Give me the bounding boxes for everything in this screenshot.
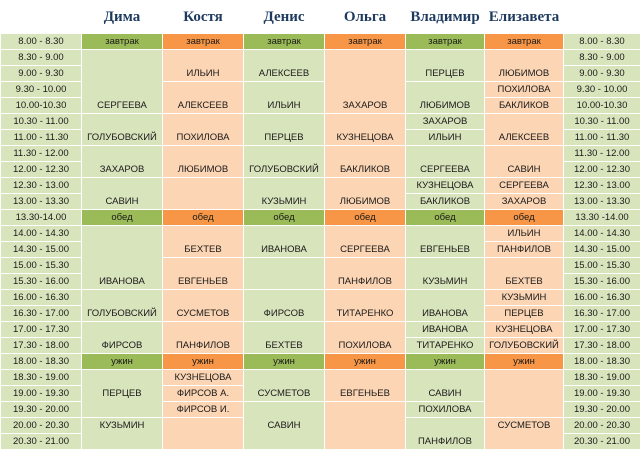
session-cell: АЛЕКСЕЕВ — [244, 50, 325, 82]
dinner-cell: ужин — [82, 354, 163, 370]
time-cell: 12.00 - 12.30 — [1, 162, 82, 178]
session-cell: ПЕРЦЕВ — [244, 114, 325, 146]
session-cell: ПЕРЦЕВ — [82, 370, 163, 418]
time-cell-right: 17.00 - 17.30 — [564, 322, 640, 338]
time-cell-right: 9.30 - 10.00 — [564, 82, 640, 98]
breakfast-cell: завтрак — [82, 34, 163, 50]
session-cell: ИЛЬИН — [485, 226, 564, 242]
time-row — [1, 290, 640, 306]
session-cell: СУСМЕТОВ — [163, 290, 244, 322]
session-cell: ТИТАРЕНКО — [325, 290, 406, 322]
time-row — [1, 322, 640, 338]
session-cell: БАКЛИКОВ — [325, 146, 406, 178]
session-cell: ИВАНОВА — [82, 226, 163, 290]
time-cell: 18.00 - 18.30 — [1, 354, 82, 370]
session-cell: КУЗЬМИН — [244, 178, 325, 210]
session-cell: ПОХИЛОВА — [406, 402, 485, 418]
time-cell-right: 16.00 - 16.30 — [564, 290, 640, 306]
time-row — [1, 354, 640, 370]
session-cell: ПАНФИЛОВ — [406, 418, 485, 450]
header-row — [1, 1, 640, 34]
column-header-vladimir: Владимир — [406, 1, 485, 34]
time-cell-right: 8.00 - 8.30 — [564, 34, 640, 50]
time-row — [1, 210, 640, 226]
time-cell-right: 16.30 - 17.00 — [564, 306, 640, 322]
dinner-cell: ужин — [244, 354, 325, 370]
time-cell-right: 17.30 - 18.00 — [564, 338, 640, 354]
session-cell: АЛЕКСЕЕВ — [163, 82, 244, 114]
session-cell: БАКЛИКОВ — [485, 98, 564, 114]
dinner-cell: ужин — [163, 354, 244, 370]
session-cell: СУСМЕТОВ — [244, 370, 325, 402]
time-cell: 20.00 - 20.30 — [1, 418, 82, 434]
time-cell: 11.00 - 11.30 — [1, 130, 82, 146]
time-cell: 10.00-10.30 — [1, 98, 82, 114]
lunch-cell: обед — [485, 210, 564, 226]
time-cell: 14.00 - 14.30 — [1, 226, 82, 242]
corner-cell-right — [564, 1, 640, 34]
session-cell: ИВАНОВА — [244, 226, 325, 258]
session-cell: ФИРСОВ А. — [163, 386, 244, 402]
session-cell: ГОЛУБОВСКИЙ — [485, 338, 564, 354]
lunch-cell: обед — [244, 210, 325, 226]
dinner-cell: ужин — [485, 354, 564, 370]
session-cell: БЕХТЕВ — [163, 226, 244, 258]
session-cell — [163, 418, 244, 450]
time-cell-right: 15.30 - 16.00 — [564, 274, 640, 290]
time-cell: 13.30-14.00 — [1, 210, 82, 226]
session-cell: ПАНФИЛОВ — [325, 258, 406, 290]
time-cell: 11.30 - 12.00 — [1, 146, 82, 162]
lunch-cell: обед — [82, 210, 163, 226]
session-cell: ЕВГЕНЬЕВ — [406, 226, 485, 258]
time-cell: 12.30 - 13.00 — [1, 178, 82, 194]
session-cell: ЗАХАРОВ — [325, 50, 406, 114]
session-cell: САВИН — [82, 178, 163, 210]
session-cell: ЕВГЕНЬЕВ — [325, 370, 406, 402]
column-header-elizaveta: Елизавета — [485, 1, 564, 34]
lunch-cell: обед — [406, 210, 485, 226]
session-cell: ИЛЬИН — [406, 130, 485, 146]
session-cell: ИЛЬИН — [163, 50, 244, 82]
session-cell: ЗАХАРОВ — [485, 194, 564, 210]
time-cell-right: 18.00 - 18.30 — [564, 354, 640, 370]
time-row — [1, 50, 640, 66]
time-cell: 9.00 - 9.30 — [1, 66, 82, 82]
session-cell: ЛЮБИМОВ — [406, 82, 485, 114]
session-cell: ФИРСОВ — [82, 322, 163, 354]
time-cell-right: 12.00 - 12.30 — [564, 162, 640, 178]
session-cell: ГОЛУБОВСКИЙ — [244, 146, 325, 178]
column-header-olga: Ольга — [325, 1, 406, 34]
time-cell: 16.00 - 16.30 — [1, 290, 82, 306]
breakfast-cell: завтрак — [406, 34, 485, 50]
session-cell: КУЗНЕЦОВА — [485, 322, 564, 338]
session-cell: ПОХИЛОВА — [325, 322, 406, 354]
session-cell: САВИН — [406, 370, 485, 402]
time-row — [1, 370, 640, 386]
session-cell: СЕРГЕЕВА — [325, 226, 406, 258]
time-cell: 8.00 - 8.30 — [1, 34, 82, 50]
time-cell-right: 13.00 - 13.30 — [564, 194, 640, 210]
session-cell: СУСМЕТОВ — [485, 418, 564, 450]
session-cell: ПАНФИЛОВ — [163, 322, 244, 354]
session-cell: ЛЮБИМОВ — [163, 146, 244, 178]
session-cell — [163, 178, 244, 210]
column-header-denis: Денис — [244, 1, 325, 34]
time-cell-right: 14.30 - 15.00 — [564, 242, 640, 258]
session-cell: КУЗЬМИН — [485, 290, 564, 306]
time-cell-right: 12.30 - 13.00 — [564, 178, 640, 194]
session-cell — [325, 402, 406, 450]
session-cell: КУЗЬМИН — [406, 258, 485, 290]
time-cell-right: 10.00-10.30 — [564, 98, 640, 114]
time-cell: 15.30 - 16.00 — [1, 274, 82, 290]
time-cell: 20.30 - 21.00 — [1, 434, 82, 450]
session-cell — [244, 258, 325, 290]
time-cell-right: 11.30 - 12.00 — [564, 146, 640, 162]
time-cell: 18.30 - 19.00 — [1, 370, 82, 386]
session-cell: ФИРСОВ И. — [163, 402, 244, 418]
session-cell: ИВАНОВА — [406, 290, 485, 322]
time-cell: 17.00 - 17.30 — [1, 322, 82, 338]
session-cell: ЛЮБИМОВ — [485, 50, 564, 82]
session-cell: ЗАХАРОВ — [82, 146, 163, 178]
time-cell: 16.30 - 17.00 — [1, 306, 82, 322]
corner-cell — [1, 1, 82, 34]
lunch-cell: обед — [325, 210, 406, 226]
time-cell-right: 19.00 - 19.30 — [564, 386, 640, 402]
time-cell: 15.00 - 15.30 — [1, 258, 82, 274]
time-cell-right: 11.00 - 11.30 — [564, 130, 640, 146]
time-cell: 19.00 - 19.30 — [1, 386, 82, 402]
dinner-cell: ужин — [325, 354, 406, 370]
time-cell-right: 10.30 - 11.00 — [564, 114, 640, 130]
column-header-dima: Дима — [82, 1, 163, 34]
time-cell: 17.30 - 18.00 — [1, 338, 82, 354]
time-row — [1, 146, 640, 162]
session-cell: КУЗНЕЦОВА — [406, 178, 485, 194]
session-cell: ГОЛУБОВСКИЙ — [82, 114, 163, 146]
session-cell: СЕРГЕЕВА — [406, 146, 485, 178]
session-cell: ЛЮБИМОВ — [325, 178, 406, 210]
time-row — [1, 114, 640, 130]
session-cell: ПЕРЦЕВ — [485, 306, 564, 322]
time-row — [1, 226, 640, 242]
session-cell: АЛЕКСЕЕВ — [485, 114, 564, 146]
session-cell: СЕРГЕЕВА — [485, 178, 564, 194]
session-cell: ФИРСОВ — [244, 290, 325, 322]
session-cell: ПЕРЦЕВ — [406, 50, 485, 82]
breakfast-cell: завтрак — [163, 34, 244, 50]
session-cell: ТИТАРЕНКО — [406, 338, 485, 354]
session-cell: ЕВГЕНЬЕВ — [163, 258, 244, 290]
time-cell: 10.30 - 11.00 — [1, 114, 82, 130]
session-cell — [485, 370, 564, 418]
time-row — [1, 34, 640, 50]
session-cell: ЗАХАРОВ — [406, 114, 485, 130]
session-cell: БЕХТЕВ — [244, 322, 325, 354]
session-cell: САВИН — [244, 402, 325, 450]
session-cell: ПОХИЛОВА — [163, 114, 244, 146]
time-cell-right: 20.00 - 20.30 — [564, 418, 640, 434]
time-cell-right: 8.30 - 9.00 — [564, 50, 640, 66]
time-cell-right: 19.30 - 20.00 — [564, 402, 640, 418]
breakfast-cell: завтрак — [244, 34, 325, 50]
session-cell: ПАНФИЛОВ — [485, 242, 564, 258]
session-cell: ИЛЬИН — [244, 82, 325, 114]
time-cell-right: 20.30 - 21.00 — [564, 434, 640, 450]
session-cell: КУЗЬМИН — [82, 418, 163, 450]
time-cell-right: 14.00 - 14.30 — [564, 226, 640, 242]
time-cell: 13.00 - 13.30 — [1, 194, 82, 210]
time-cell-right: 9.00 - 9.30 — [564, 66, 640, 82]
session-cell: ПОХИЛОВА — [485, 82, 564, 98]
time-row — [1, 178, 640, 194]
time-cell: 8.30 - 9.00 — [1, 50, 82, 66]
session-cell: БЕХТЕВ — [485, 258, 564, 290]
session-cell: ИВАНОВА — [406, 322, 485, 338]
session-cell: СЕРГЕЕВА — [82, 50, 163, 114]
column-header-kostya: Костя — [163, 1, 244, 34]
lunch-cell: обед — [163, 210, 244, 226]
time-cell-right: 18.30 - 19.00 — [564, 370, 640, 386]
session-cell: САВИН — [485, 146, 564, 178]
session-cell: ГОЛУБОВСКИЙ — [82, 290, 163, 322]
session-cell: КУЗНЕЦОВА — [325, 114, 406, 146]
session-cell: КУЗНЕЦОВА — [163, 370, 244, 386]
time-cell: 9.30 - 10.00 — [1, 82, 82, 98]
dinner-cell: ужин — [406, 354, 485, 370]
session-cell: БАКЛИКОВ — [406, 194, 485, 210]
breakfast-cell: завтрак — [485, 34, 564, 50]
time-cell-right: 15.00 - 15.30 — [564, 258, 640, 274]
time-cell: 19.30 - 20.00 — [1, 402, 82, 418]
breakfast-cell: завтрак — [325, 34, 406, 50]
time-cell: 14.30 - 15.00 — [1, 242, 82, 258]
time-cell-right: 13.30 -14.00 — [564, 210, 640, 226]
